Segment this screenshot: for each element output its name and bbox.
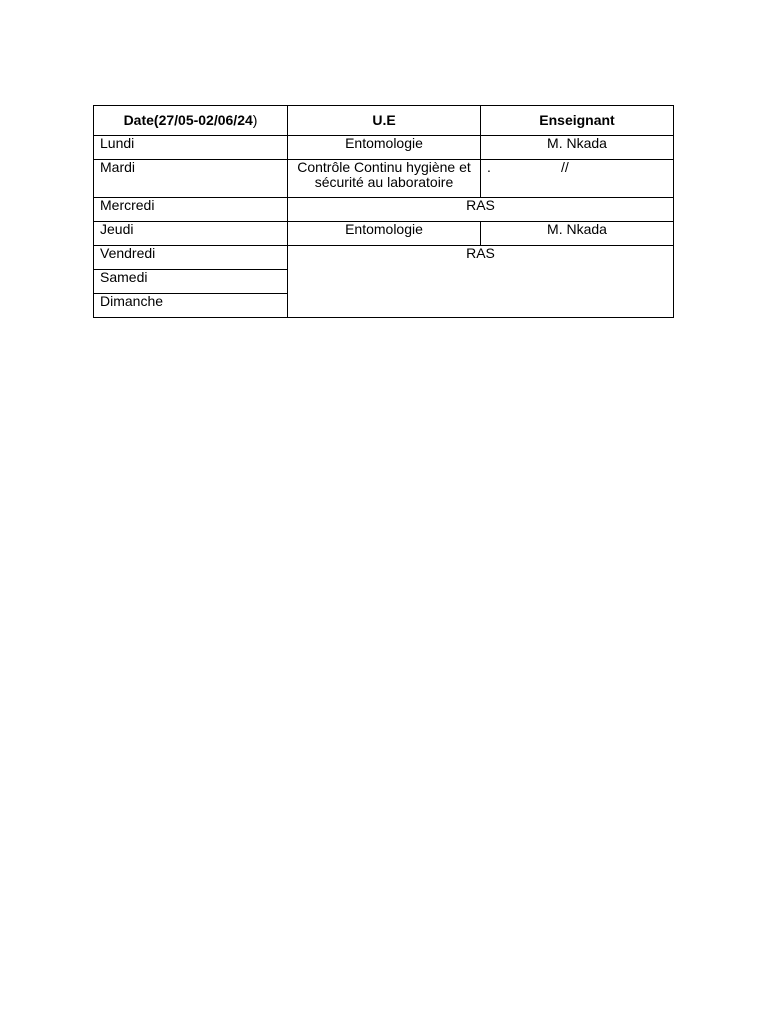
ue-cell-lundi: Entomologie <box>288 136 481 160</box>
note-cell-mercredi: RAS <box>288 198 674 222</box>
teacher-mardi-dot: . <box>487 159 491 175</box>
day-cell-lundi: Lundi <box>94 136 288 160</box>
table-row <box>94 198 674 222</box>
teacher-cell-mardi <box>481 160 674 198</box>
teacher-mardi-ditto: // <box>561 159 569 175</box>
header-date <box>94 106 288 136</box>
table-row <box>94 160 674 198</box>
header-ue: U.E <box>288 106 481 136</box>
day-cell-mardi: Mardi <box>94 160 288 198</box>
day-cell-mercredi: Mercredi <box>94 198 288 222</box>
day-cell-jeudi: Jeudi <box>94 222 288 246</box>
ue-cell-mardi: Contrôle Continu hygiène et sécurité au laboratoire <box>288 160 481 198</box>
header-date-label: Date(27/05-02/06/24 <box>123 112 253 128</box>
day-cell-vendredi: Vendredi <box>94 246 288 270</box>
table-row <box>94 222 674 246</box>
ue-cell-jeudi: Entomologie <box>288 222 481 246</box>
day-cell-samedi: Samedi <box>94 270 288 294</box>
table-row <box>94 246 674 270</box>
teacher-mardi-marks <box>487 160 667 175</box>
day-cell-dimanche: Dimanche <box>94 294 288 318</box>
note-cell-weekend: RAS <box>288 246 674 318</box>
header-teacher: Enseignant <box>481 106 674 136</box>
table-header-row <box>94 106 674 136</box>
teacher-cell-lundi: M. Nkada <box>481 136 674 160</box>
header-date-closing: ) <box>252 112 258 128</box>
table-row <box>94 136 674 160</box>
teacher-cell-jeudi: M. Nkada <box>481 222 674 246</box>
weekly-schedule-table <box>93 105 674 318</box>
